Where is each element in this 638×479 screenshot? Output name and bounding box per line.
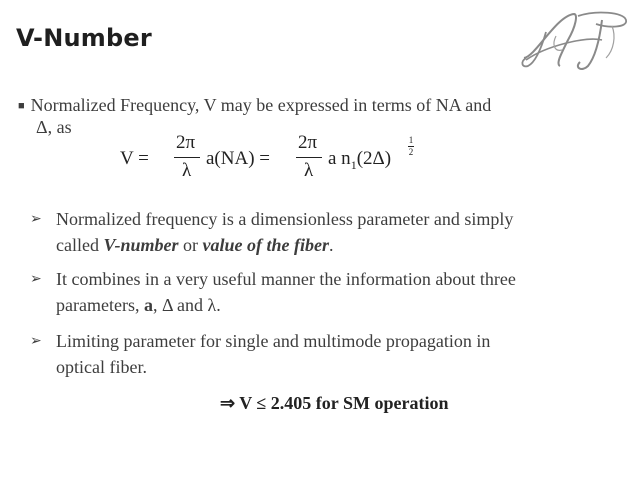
eq-exp-den: 2: [408, 147, 414, 157]
item1-line2: [56, 232, 334, 258]
item1-line2-post: .: [329, 235, 334, 255]
item3-line2: optical fiber.: [56, 357, 147, 377]
eq-rhs-a: a n: [328, 148, 351, 169]
sm-condition: ⇒ V ≤ 2.405 for SM operation: [220, 393, 449, 413]
item2-line1: It combines in a very useful manner the information about three: [56, 269, 516, 289]
item1-term-vnumber: V-number: [103, 235, 179, 255]
item2-line2-pre: parameters,: [56, 295, 144, 315]
eq-lhs: V =: [120, 148, 149, 169]
eq-rhs-subscript: 1: [350, 158, 357, 172]
eq-num2: 2π: [298, 132, 318, 153]
intro-line2: Δ, as: [36, 117, 72, 137]
arrow-bullet-icon: ➢: [30, 333, 42, 349]
intro-bullet: [18, 94, 492, 137]
eq-mid: a(NA) =: [206, 148, 270, 169]
item2-param-a: a: [143, 295, 153, 315]
eq-rhs: [328, 148, 391, 170]
item2-line2: [56, 292, 221, 318]
eq-rhs-b: (2Δ): [356, 148, 392, 169]
eq-exp-num: 1: [408, 135, 414, 145]
eq-den1: λ: [182, 160, 192, 181]
slide-title: V-Number: [16, 24, 152, 52]
square-bullet-icon: ■: [18, 100, 25, 112]
arrow-bullet-icon: ➢: [30, 211, 42, 227]
eq-fraction-bar-1: [174, 157, 200, 158]
intro-line1: Normalized Frequency, V may be expressed in terms of NA and: [30, 95, 492, 115]
item3-line1: Limiting parameter for single and multimode propagation in: [56, 331, 491, 351]
item2-line2-mid: , Δ and λ.: [152, 295, 221, 315]
eq-den2: λ: [304, 160, 314, 181]
arrow-bullet-icon: ➢: [30, 271, 42, 287]
item1-line2-mid: or: [178, 235, 203, 255]
eq-fraction-bar-2: [296, 157, 322, 158]
v-number-equation: [120, 128, 440, 184]
eq-num1: 2π: [176, 132, 196, 153]
logo-monogram: [516, 6, 632, 74]
item1-line2-pre: called: [56, 235, 104, 255]
item1-line1: Normalized frequency is a dimensionless parameter and simply: [56, 209, 514, 229]
item1-term-value: value of the fiber: [202, 235, 329, 255]
logo-text: AT: [516, 6, 518, 7]
